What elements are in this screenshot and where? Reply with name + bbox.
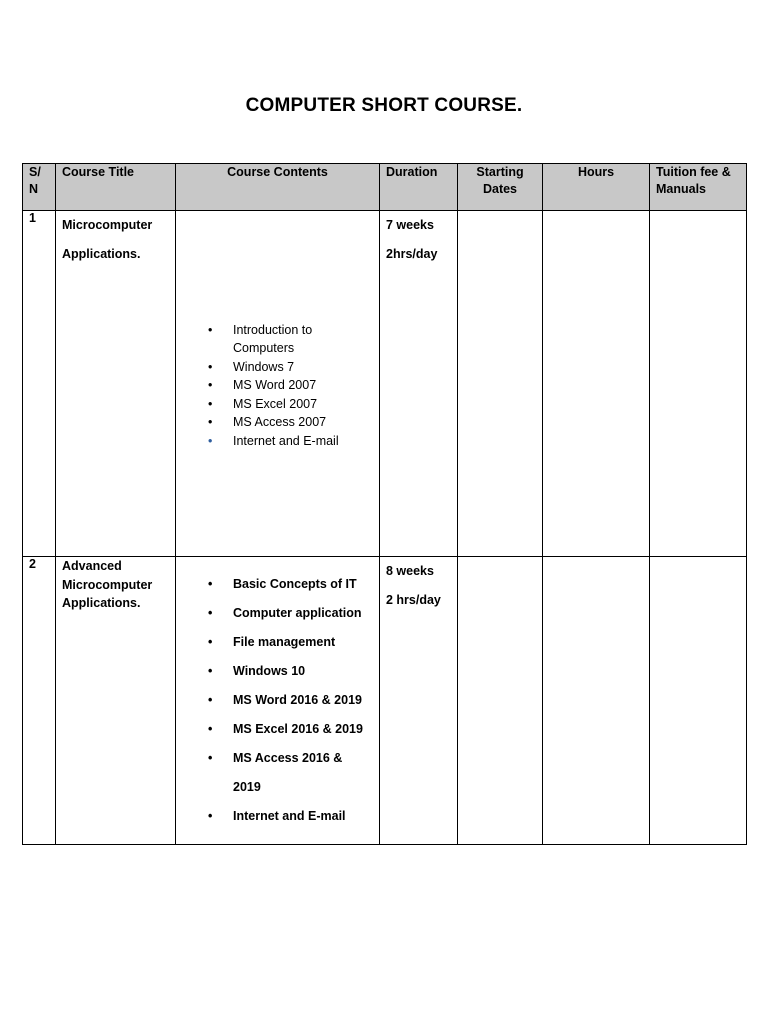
header-course-title: Course Title <box>56 164 176 211</box>
course-title-line: Advanced <box>62 559 122 573</box>
list-item: • MS Access 2016 & 2019 <box>202 744 373 802</box>
course-contents-cell <box>176 557 380 845</box>
list-item: • MS Word 2007 <box>202 376 373 395</box>
course-contents-list <box>182 570 373 831</box>
list-item: • MS Excel 2007 <box>202 395 373 414</box>
duration-line: 2hrs/day <box>386 247 438 261</box>
header-hours: Hours <box>543 164 650 211</box>
header-starting-dates: Starting Dates <box>458 164 543 211</box>
list-item: • MS Word 2016 & 2019 <box>202 686 373 715</box>
course-title-cell <box>56 211 176 557</box>
list-item: • Windows 10 <box>202 657 373 686</box>
hours-cell <box>543 211 650 557</box>
course-title-cell <box>56 557 176 845</box>
list-item: • File management <box>202 628 373 657</box>
list-item: • Windows 7 <box>202 358 373 377</box>
sn-cell: 1 <box>23 211 56 557</box>
course-contents-cell <box>176 211 380 557</box>
list-item: • Basic Concepts of IT <box>202 570 373 599</box>
list-item: • Internet and E-mail <box>202 432 373 451</box>
duration-line: 2 hrs/day <box>386 593 441 607</box>
course-title-line: Microcomputer <box>62 577 153 592</box>
tuition-cell <box>650 211 747 557</box>
header-tuition: Tuition fee & Manuals <box>650 164 747 211</box>
sn-cell: 2 <box>23 557 56 845</box>
starting-dates-cell <box>458 557 543 845</box>
tuition-cell <box>650 557 747 845</box>
list-item: • Internet and E-mail <box>202 802 373 831</box>
list-item: • Introduction to Computers <box>202 321 373 358</box>
header-duration: Duration <box>380 164 458 211</box>
course-title-line: Applications. <box>62 247 141 261</box>
list-item: • MS Access 2007 <box>202 413 373 432</box>
course-table <box>22 163 747 845</box>
hours-cell <box>543 557 650 845</box>
header-sn: S/ N <box>23 164 56 211</box>
header-row <box>23 164 747 211</box>
course-title-line: Microcomputer <box>62 218 153 232</box>
table-row <box>23 557 747 845</box>
course-contents-list <box>182 317 373 451</box>
duration-line: 7 weeks <box>386 218 434 232</box>
list-item: • MS Excel 2016 & 2019 <box>202 715 373 744</box>
course-title-line: Applications. <box>62 596 141 610</box>
header-course-contents: Course Contents <box>176 164 380 211</box>
duration-line: 8 weeks <box>386 564 434 578</box>
starting-dates-cell <box>458 211 543 557</box>
list-item: • Computer application <box>202 599 373 628</box>
duration-cell <box>380 211 458 557</box>
duration-cell <box>380 557 458 845</box>
page-title: COMPUTER SHORT COURSE. <box>245 95 523 116</box>
table-row <box>23 211 747 557</box>
